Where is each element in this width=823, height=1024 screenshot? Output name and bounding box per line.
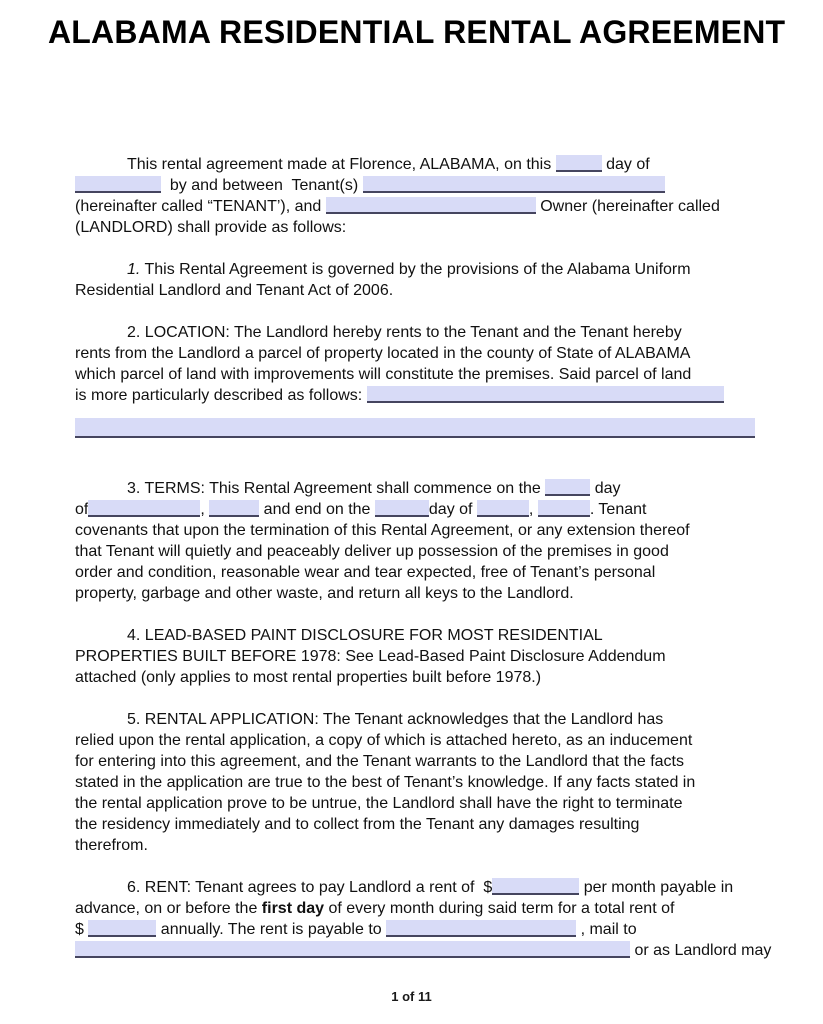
paragraph-location-row (75, 418, 775, 439)
text-run: 2. LOCATION: The Landlord hereby rents to the Tenant and the Tenant hereby (127, 324, 682, 341)
paragraph-governing-law (75, 259, 775, 301)
text-run: the rental application prove to be untrue, the Landlord shall have the right to terminate (75, 795, 683, 812)
text-line (75, 364, 775, 385)
text-run: day of (428, 501, 477, 518)
text-line (75, 667, 775, 688)
text-line (75, 259, 775, 280)
text-run: Residential Landlord and Tenant Act of 2006. (75, 282, 394, 299)
blank-field[interactable] (538, 500, 590, 517)
text-run: 5. RENTAL APPLICATION: The Tenant acknowledges that the Landlord has (127, 711, 664, 728)
text-line (75, 217, 775, 238)
text-line (75, 814, 775, 835)
text-run: annually. The rent is payable to (156, 921, 387, 938)
text-run: stated in the application are true to the best of Tenant’s knowledge. If any facts stated in (75, 774, 696, 791)
text-run: relied upon the rental application, a copy of which is attached hereto, as an inducement (75, 732, 693, 749)
text-run: day of (601, 156, 650, 173)
blank-field[interactable] (88, 500, 200, 517)
text-run: of every month during said term for a total rent of (324, 900, 675, 917)
text-line (75, 478, 775, 499)
text-line (75, 280, 775, 301)
text-run: $ (75, 921, 89, 938)
text-line (75, 709, 775, 730)
text-line (75, 520, 775, 541)
text-run: 6. RENT: Tenant agrees to pay Landlord a rent of $ (127, 879, 493, 896)
blank-field[interactable] (556, 155, 602, 172)
text-line (75, 196, 775, 217)
text-run: day (590, 480, 621, 497)
text-run: for entering into this agreement, and the Tenant warrants to the Landlord that the facts (75, 753, 684, 770)
text-line (75, 541, 775, 562)
blank-field[interactable] (386, 920, 576, 937)
blank-field[interactable] (75, 941, 630, 958)
text-line (75, 385, 775, 406)
text-run: and end on the (259, 501, 375, 518)
text-line (75, 499, 775, 520)
text-line (75, 919, 775, 940)
text-line (75, 877, 775, 898)
text-run: the residency immediately and to collect from the Tenant any damages resulting (75, 816, 640, 833)
text-run: first day (261, 900, 325, 917)
paragraph-location (75, 322, 775, 406)
text-run: (hereinafter called “TENANT’), and (75, 198, 326, 215)
blank-field[interactable] (209, 500, 259, 517)
blank-field[interactable] (363, 176, 665, 193)
text-run: advance, on or before the (75, 900, 262, 917)
text-run: or as Landlord may (630, 942, 772, 959)
text-line (75, 898, 775, 919)
text-line (75, 154, 775, 175)
text-run: rents from the Landlord a parcel of property located in the county of State of ALABAMA (75, 345, 691, 362)
text-line (75, 418, 775, 439)
text-run: is more particularly described as follows: (75, 387, 367, 404)
text-run: (LANDLORD) shall provide as follows: (75, 219, 347, 236)
text-run: which parcel of land with improvements will constitute the premises. Said parcel of land (75, 366, 692, 383)
text-run: This Rental Agreement is governed by the provisions of the Alabama Uniform (140, 261, 691, 278)
text-line (75, 940, 775, 961)
text-run: , mail to (576, 921, 637, 938)
document-body (75, 154, 775, 961)
text-line (75, 772, 775, 793)
text-line (75, 751, 775, 772)
text-run: 3. TERMS: This Rental Agreement shall commence on the (127, 480, 546, 497)
text-line (75, 835, 775, 856)
text-run: of (75, 501, 89, 518)
paragraph-terms (75, 478, 775, 604)
paragraph-rental-application (75, 709, 775, 856)
paragraph-intro (75, 154, 775, 238)
text-line (75, 793, 775, 814)
text-line (75, 625, 775, 646)
blank-field[interactable] (75, 418, 755, 438)
text-run: , (528, 501, 538, 518)
text-line (75, 175, 775, 196)
blank-field[interactable] (367, 386, 724, 403)
text-run: per month payable in (579, 879, 734, 896)
blank-field[interactable] (477, 500, 529, 517)
text-run: order and condition, reasonable wear and tear expected, free of Tenant’s personal (75, 564, 656, 581)
blank-field[interactable] (326, 197, 536, 214)
text-run: . Tenant (589, 501, 647, 518)
text-run: property, garbage and other waste, and return all keys to the Landlord. (75, 585, 574, 602)
text-run: , (200, 501, 210, 518)
text-run: by and between Tenant(s) (161, 177, 363, 194)
text-line (75, 730, 775, 751)
blank-field[interactable] (88, 920, 156, 937)
text-line (75, 343, 775, 364)
text-run: Owner (hereinafter called (535, 198, 720, 215)
text-run: covenants that upon the termination of this Rental Agreement, or any extension thereof (75, 522, 690, 539)
blank-field[interactable] (375, 500, 429, 517)
page-number: 1 of 11 (391, 989, 432, 1004)
blank-field[interactable] (492, 878, 579, 895)
paragraph-rent (75, 877, 775, 961)
text-run: PROPERTIES BUILT BEFORE 1978: See Lead-Based Paint Disclosure Addendum (75, 648, 666, 665)
blank-field[interactable] (75, 176, 161, 193)
paragraph-lead-paint (75, 625, 775, 688)
text-run: 4. LEAD-BASED PAINT DISCLOSURE FOR MOST RESIDENTIAL (127, 627, 603, 644)
text-line (75, 583, 775, 604)
text-run: This rental agreement made at Florence, ALABAMA, on this (127, 156, 556, 173)
text-run: therefrom. (75, 837, 148, 854)
text-line (75, 322, 775, 343)
blank-field[interactable] (545, 479, 590, 496)
text-line (75, 562, 775, 583)
text-run: 1. (127, 261, 141, 278)
text-run: attached (only applies to most rental properties built before 1978.) (75, 669, 542, 686)
text-line (75, 646, 775, 667)
text-run: that Tenant will quietly and peaceably deliver up possession of the premises in good (75, 543, 669, 560)
document-title: ALABAMA RESIDENTIAL RENTAL AGREEMENT (48, 14, 786, 50)
